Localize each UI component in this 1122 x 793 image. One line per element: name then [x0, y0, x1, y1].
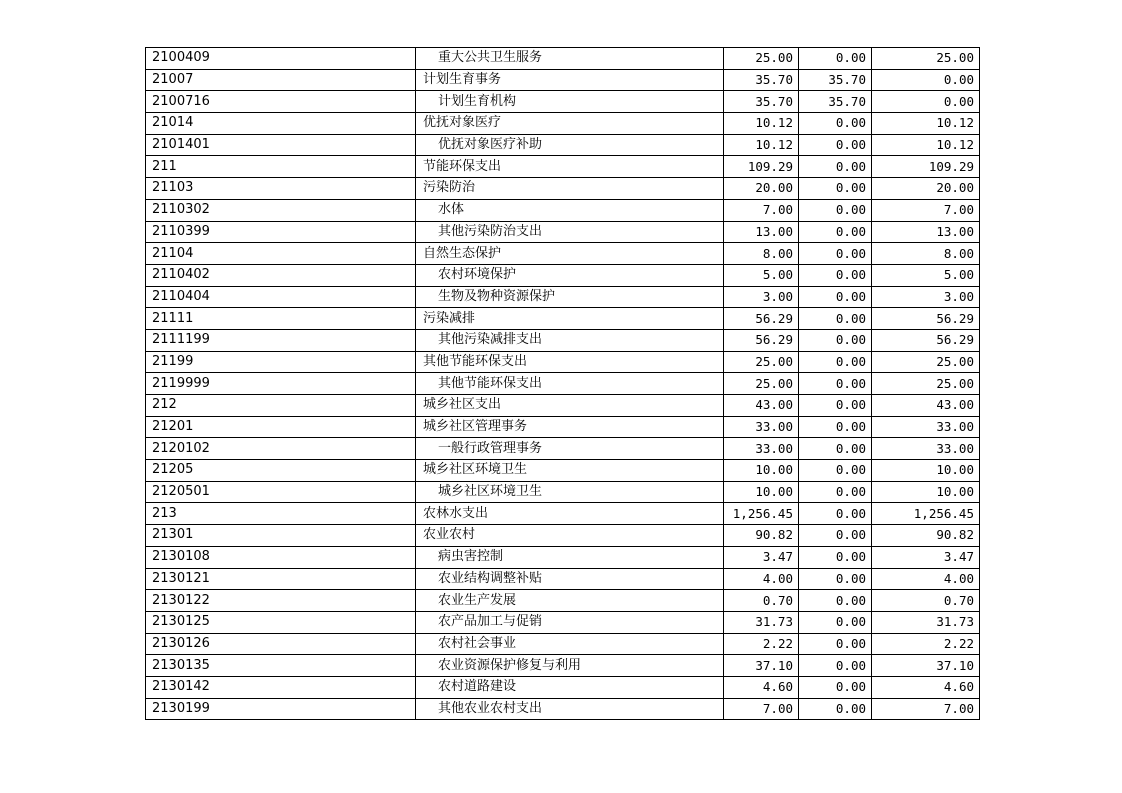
classification-code-cell: 2110404 — [146, 286, 416, 308]
basic-expenditure-cell: 0.00 — [799, 221, 872, 243]
subject-name-cell: 优抚对象医疗 — [416, 113, 724, 135]
basic-expenditure-cell: 0.00 — [799, 243, 872, 265]
classification-code-cell: 213 — [146, 503, 416, 525]
total-amount-cell: 33.00 — [724, 438, 799, 460]
subject-name-cell: 节能环保支出 — [416, 156, 724, 178]
project-expenditure-cell: 33.00 — [872, 416, 980, 438]
table-row — [146, 48, 980, 70]
classification-code-cell: 21201 — [146, 416, 416, 438]
total-amount-cell: 0.70 — [724, 590, 799, 612]
project-expenditure-cell: 90.82 — [872, 525, 980, 547]
project-expenditure-cell: 5.00 — [872, 264, 980, 286]
subject-name-cell: 其他农业农村支出 — [416, 698, 724, 720]
basic-expenditure-cell: 0.00 — [799, 351, 872, 373]
total-amount-cell: 35.70 — [724, 69, 799, 91]
project-expenditure-cell: 3.00 — [872, 286, 980, 308]
subject-name-cell: 农业结构调整补贴 — [416, 568, 724, 590]
subject-name-cell: 农村道路建设 — [416, 676, 724, 698]
project-expenditure-cell: 7.00 — [872, 698, 980, 720]
subject-name-cell: 水体 — [416, 199, 724, 221]
total-amount-cell: 3.47 — [724, 546, 799, 568]
classification-code-cell: 21301 — [146, 525, 416, 547]
total-amount-cell: 3.00 — [724, 286, 799, 308]
basic-expenditure-cell: 0.00 — [799, 676, 872, 698]
subject-name-cell: 计划生育机构 — [416, 91, 724, 113]
subject-name-cell: 城乡社区管理事务 — [416, 416, 724, 438]
classification-code-cell: 2130122 — [146, 590, 416, 612]
subject-name-cell: 农林水支出 — [416, 503, 724, 525]
classification-code-cell: 21205 — [146, 460, 416, 482]
basic-expenditure-cell: 0.00 — [799, 546, 872, 568]
total-amount-cell: 4.60 — [724, 676, 799, 698]
table-row — [146, 416, 980, 438]
project-expenditure-cell: 7.00 — [872, 199, 980, 221]
subject-name-cell: 污染防治 — [416, 178, 724, 200]
table-row — [146, 91, 980, 113]
total-amount-cell: 25.00 — [724, 48, 799, 70]
project-expenditure-cell: 43.00 — [872, 395, 980, 417]
basic-expenditure-cell: 35.70 — [799, 91, 872, 113]
classification-code-cell: 21111 — [146, 308, 416, 330]
total-amount-cell: 7.00 — [724, 698, 799, 720]
subject-name-cell: 其他污染减排支出 — [416, 329, 724, 351]
classification-code-cell: 21007 — [146, 69, 416, 91]
table-row — [146, 676, 980, 698]
basic-expenditure-cell: 0.00 — [799, 568, 872, 590]
basic-expenditure-cell: 0.00 — [799, 308, 872, 330]
basic-expenditure-cell: 35.70 — [799, 69, 872, 91]
project-expenditure-cell: 2.22 — [872, 633, 980, 655]
basic-expenditure-cell: 0.00 — [799, 611, 872, 633]
classification-code-cell: 2130126 — [146, 633, 416, 655]
classification-code-cell: 2130199 — [146, 698, 416, 720]
total-amount-cell: 33.00 — [724, 416, 799, 438]
project-expenditure-cell: 3.47 — [872, 546, 980, 568]
basic-expenditure-cell: 0.00 — [799, 460, 872, 482]
basic-expenditure-cell: 0.00 — [799, 286, 872, 308]
project-expenditure-cell: 25.00 — [872, 48, 980, 70]
basic-expenditure-cell: 0.00 — [799, 178, 872, 200]
subject-name-cell: 优抚对象医疗补助 — [416, 134, 724, 156]
classification-code-cell: 2120102 — [146, 438, 416, 460]
project-expenditure-cell: 37.10 — [872, 655, 980, 677]
basic-expenditure-cell: 0.00 — [799, 199, 872, 221]
table-row — [146, 113, 980, 135]
project-expenditure-cell: 0.00 — [872, 69, 980, 91]
total-amount-cell: 31.73 — [724, 611, 799, 633]
classification-code-cell: 21104 — [146, 243, 416, 265]
classification-code-cell: 2130125 — [146, 611, 416, 633]
project-expenditure-cell: 56.29 — [872, 308, 980, 330]
total-amount-cell: 10.00 — [724, 481, 799, 503]
table-row — [146, 525, 980, 547]
table-row — [146, 69, 980, 91]
table-row — [146, 546, 980, 568]
project-expenditure-cell: 13.00 — [872, 221, 980, 243]
basic-expenditure-cell: 0.00 — [799, 590, 872, 612]
basic-expenditure-cell: 0.00 — [799, 373, 872, 395]
project-expenditure-cell: 10.12 — [872, 134, 980, 156]
subject-name-cell: 农产品加工与促销 — [416, 611, 724, 633]
subject-name-cell: 农业农村 — [416, 525, 724, 547]
project-expenditure-cell: 4.60 — [872, 676, 980, 698]
basic-expenditure-cell: 0.00 — [799, 264, 872, 286]
table-row — [146, 156, 980, 178]
subject-name-cell: 城乡社区环境卫生 — [416, 481, 724, 503]
project-expenditure-cell: 8.00 — [872, 243, 980, 265]
basic-expenditure-cell: 0.00 — [799, 134, 872, 156]
total-amount-cell: 7.00 — [724, 199, 799, 221]
total-amount-cell: 8.00 — [724, 243, 799, 265]
basic-expenditure-cell: 0.00 — [799, 156, 872, 178]
basic-expenditure-cell: 0.00 — [799, 503, 872, 525]
subject-name-cell: 重大公共卫生服务 — [416, 48, 724, 70]
total-amount-cell: 20.00 — [724, 178, 799, 200]
table-row — [146, 134, 980, 156]
basic-expenditure-cell: 0.00 — [799, 481, 872, 503]
classification-code-cell: 212 — [146, 395, 416, 417]
total-amount-cell: 5.00 — [724, 264, 799, 286]
basic-expenditure-cell: 0.00 — [799, 698, 872, 720]
project-expenditure-cell: 25.00 — [872, 373, 980, 395]
basic-expenditure-cell: 0.00 — [799, 655, 872, 677]
subject-name-cell: 其他节能环保支出 — [416, 373, 724, 395]
classification-code-cell: 2130108 — [146, 546, 416, 568]
total-amount-cell: 56.29 — [724, 308, 799, 330]
subject-name-cell: 城乡社区环境卫生 — [416, 460, 724, 482]
subject-name-cell: 农业资源保护修复与利用 — [416, 655, 724, 677]
project-expenditure-cell: 0.00 — [872, 91, 980, 113]
total-amount-cell: 4.00 — [724, 568, 799, 590]
project-expenditure-cell: 4.00 — [872, 568, 980, 590]
table-body — [146, 48, 980, 720]
table-row — [146, 481, 980, 503]
basic-expenditure-cell: 0.00 — [799, 113, 872, 135]
total-amount-cell: 10.12 — [724, 113, 799, 135]
subject-name-cell: 农业生产发展 — [416, 590, 724, 612]
classification-code-cell: 2119999 — [146, 373, 416, 395]
classification-code-cell: 2111199 — [146, 329, 416, 351]
subject-name-cell: 污染减排 — [416, 308, 724, 330]
project-expenditure-cell: 56.29 — [872, 329, 980, 351]
basic-expenditure-cell: 0.00 — [799, 416, 872, 438]
project-expenditure-cell: 0.70 — [872, 590, 980, 612]
total-amount-cell: 10.00 — [724, 460, 799, 482]
total-amount-cell: 25.00 — [724, 351, 799, 373]
table-row — [146, 611, 980, 633]
classification-code-cell: 2101401 — [146, 134, 416, 156]
classification-code-cell: 2100716 — [146, 91, 416, 113]
basic-expenditure-cell: 0.00 — [799, 633, 872, 655]
table-row — [146, 264, 980, 286]
table-row — [146, 438, 980, 460]
classification-code-cell: 2110302 — [146, 199, 416, 221]
expenditure-table — [145, 47, 980, 720]
basic-expenditure-cell: 0.00 — [799, 329, 872, 351]
basic-expenditure-cell: 0.00 — [799, 395, 872, 417]
subject-name-cell: 农村社会事业 — [416, 633, 724, 655]
total-amount-cell: 37.10 — [724, 655, 799, 677]
table-row — [146, 633, 980, 655]
total-amount-cell: 43.00 — [724, 395, 799, 417]
classification-code-cell: 2100409 — [146, 48, 416, 70]
classification-code-cell: 2110402 — [146, 264, 416, 286]
classification-code-cell: 2130121 — [146, 568, 416, 590]
total-amount-cell: 109.29 — [724, 156, 799, 178]
subject-name-cell: 城乡社区支出 — [416, 395, 724, 417]
table-row — [146, 568, 980, 590]
table-row — [146, 199, 980, 221]
table-row — [146, 503, 980, 525]
total-amount-cell: 25.00 — [724, 373, 799, 395]
subject-name-cell: 其他污染防治支出 — [416, 221, 724, 243]
table-row — [146, 178, 980, 200]
table-row — [146, 221, 980, 243]
table-row — [146, 243, 980, 265]
classification-code-cell: 211 — [146, 156, 416, 178]
classification-code-cell: 21199 — [146, 351, 416, 373]
table-row — [146, 698, 980, 720]
total-amount-cell: 13.00 — [724, 221, 799, 243]
basic-expenditure-cell: 0.00 — [799, 438, 872, 460]
total-amount-cell: 2.22 — [724, 633, 799, 655]
table-row — [146, 351, 980, 373]
project-expenditure-cell: 10.00 — [872, 481, 980, 503]
project-expenditure-cell: 33.00 — [872, 438, 980, 460]
subject-name-cell: 自然生态保护 — [416, 243, 724, 265]
table-row — [146, 329, 980, 351]
total-amount-cell: 35.70 — [724, 91, 799, 113]
total-amount-cell: 1,256.45 — [724, 503, 799, 525]
total-amount-cell: 10.12 — [724, 134, 799, 156]
classification-code-cell: 21103 — [146, 178, 416, 200]
subject-name-cell: 生物及物种资源保护 — [416, 286, 724, 308]
total-amount-cell: 90.82 — [724, 525, 799, 547]
table-row — [146, 655, 980, 677]
subject-name-cell: 其他节能环保支出 — [416, 351, 724, 373]
project-expenditure-cell: 25.00 — [872, 351, 980, 373]
classification-code-cell: 21014 — [146, 113, 416, 135]
total-amount-cell: 56.29 — [724, 329, 799, 351]
project-expenditure-cell: 10.12 — [872, 113, 980, 135]
project-expenditure-cell: 1,256.45 — [872, 503, 980, 525]
subject-name-cell: 农村环境保护 — [416, 264, 724, 286]
classification-code-cell: 2130142 — [146, 676, 416, 698]
table-row — [146, 590, 980, 612]
project-expenditure-cell: 109.29 — [872, 156, 980, 178]
subject-name-cell: 一般行政管理事务 — [416, 438, 724, 460]
subject-name-cell: 病虫害控制 — [416, 546, 724, 568]
subject-name-cell: 计划生育事务 — [416, 69, 724, 91]
table-row — [146, 286, 980, 308]
table-row — [146, 460, 980, 482]
table-row — [146, 395, 980, 417]
classification-code-cell: 2130135 — [146, 655, 416, 677]
table-row — [146, 373, 980, 395]
project-expenditure-cell: 10.00 — [872, 460, 980, 482]
classification-code-cell: 2110399 — [146, 221, 416, 243]
project-expenditure-cell: 20.00 — [872, 178, 980, 200]
classification-code-cell: 2120501 — [146, 481, 416, 503]
project-expenditure-cell: 31.73 — [872, 611, 980, 633]
table-row — [146, 308, 980, 330]
basic-expenditure-cell: 0.00 — [799, 525, 872, 547]
basic-expenditure-cell: 0.00 — [799, 48, 872, 70]
